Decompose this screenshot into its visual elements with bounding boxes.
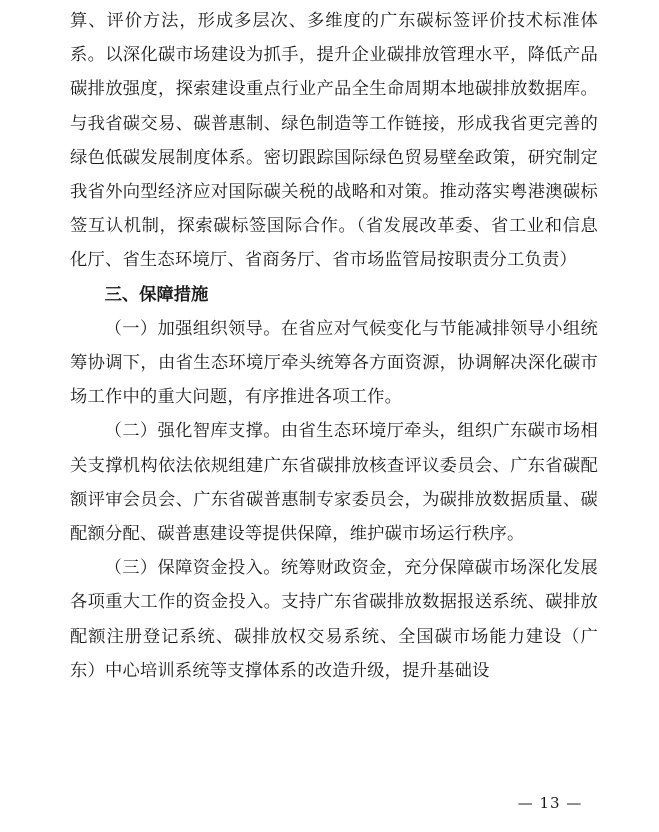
- paragraph-organization: （一）加强组织领导。在省应对气候变化与节能减排领导小组统筹协调下，由省生态环境厅牵头统筹各方面资源，协调解决深化碳市场工作中的重大问题，有序推进各项工作。: [70, 318, 598, 408]
- document-body: [70, 4, 598, 688]
- section-heading: 三、保障措施: [104, 284, 209, 305]
- paragraph-think-tank: （二）强化智库支撑。由省生态环境厅牵头，组织广东碳市场相关支撑机构依法依规组建广东省碳排放核查评议委员会、广东省碳配额评审会员会、广东省碳普惠制专家委员会，为碳排放数据质量、碳配额分配、碳普惠建设等提供保障，维护碳市场运行秩序。: [70, 421, 598, 545]
- page-number: — 13 —: [517, 794, 583, 812]
- paragraph-funding: （三）保障资金投入。统筹财政资金，充分保障碳市场深化发展各项重大工作的资金投入。支持广东省碳排放数据报送系统、碳排放配额注册登记系统、碳排放权交易系统、全国碳市场能力建设（广东）中心培训系统等支撑体系的改造升级，提升基础设: [70, 558, 598, 681]
- paragraph-carbon-label: 算、评价方法，形成多层次、多维度的广东碳标签评价技术标准体系。以深化碳市场建设为抓手，提升企业碳排放管理水平，降低产品碳排放强度，探索建设重点行业产品全生命周期本地碳排放数据库。与我省碳交易、碳普惠制、绿色制造等工作链接，形成我省更完善的绿色低碳发展制度体系。密切跟踪国际绿色贸易壁垒政策，研究制定我省外向型经济应对国际碳关税的战略和对策。推动落实粤港澳碳标签互认机制，探索碳标签国际合作。（省发展改革委、省工业和信息化厅、省生态环境厅、省商务厅、省市场监管局按职责分工负责）: [70, 11, 598, 271]
